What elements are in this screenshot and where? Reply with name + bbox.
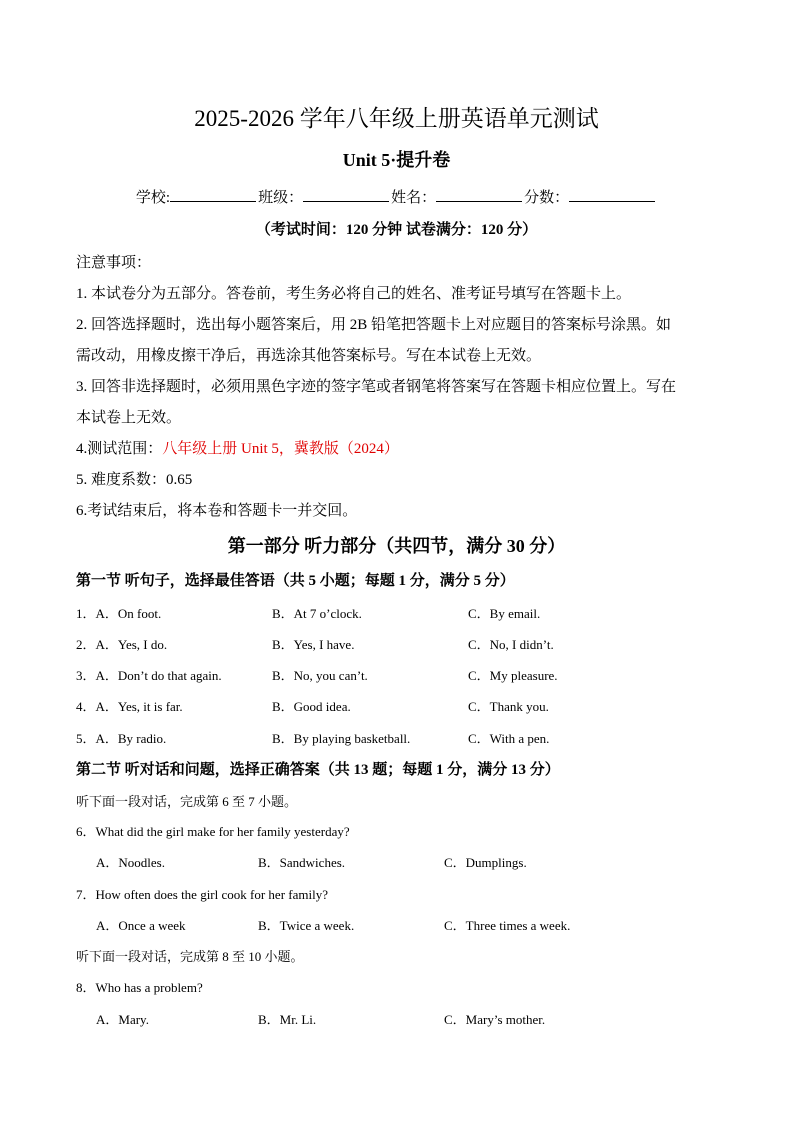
student-info-line	[0, 186, 793, 207]
q2-option-c: C．No, I didn’t.	[468, 637, 554, 652]
q5-option-a: 5．A．By radio.	[76, 731, 167, 746]
class-label: 班级：	[258, 190, 304, 206]
score-blank	[569, 187, 655, 202]
page-title: 2025-2026 学年八年级上册英语单元测试	[194, 106, 599, 131]
q2-option-b: B．Yes, I have.	[272, 637, 355, 652]
question-8-options	[96, 1009, 736, 1027]
question-row-4	[76, 696, 716, 714]
exam-time: （考试时间：120 分钟 试卷满分：120 分）	[255, 222, 538, 238]
question-row-1	[76, 603, 716, 621]
question-6: 6．What did the girl make for her family yesterday?	[76, 824, 350, 839]
q8-option-b: B．Mr. Li.	[258, 1012, 317, 1027]
q1-option-b: B．At 7 o’clock.	[272, 606, 362, 621]
question-7-options	[96, 915, 736, 933]
note-item-2b: 需改动，用橡皮擦干净后，再选涂其他答案标号。写在本试卷上无效。	[76, 348, 542, 364]
q2-option-a: 2．A．Yes, I do.	[76, 637, 168, 652]
q8-option-c: C．Mary’s mother.	[444, 1012, 546, 1027]
part-1-title: 第一节 听句子，选择最佳答语（共 5 小题；每题 1 分，满分 5 分）	[76, 573, 515, 589]
page-subtitle: Unit 5·提升卷	[342, 150, 451, 170]
q6-option-c: C．Dumplings.	[444, 855, 527, 870]
question-row-3	[76, 665, 716, 683]
note-item-2a: 2. 回答选择题时，选出每小题答案后，用 2B 铅笔把答题卡上对应题目的答案标号涂黑。如	[76, 317, 672, 333]
note-item-4-label: 4.测试范围：	[76, 441, 163, 457]
q3-option-b: B．No, you can’t.	[272, 668, 368, 683]
part-2-title: 第二节 听对话和问题，选择正确答案（共 13 题；每题 1 分，满分 13 分）	[76, 762, 560, 778]
q8-option-a: A．Mary.	[96, 1012, 149, 1027]
school-blank	[170, 187, 256, 202]
note-item-1: 1. 本试卷分为五部分。答卷前，考生务必将自己的姓名、准考证号填写在答题卡上。	[76, 286, 632, 302]
question-6-options	[96, 852, 736, 870]
q7-option-c: C．Three times a week.	[444, 918, 571, 933]
score-label: 分数：	[524, 190, 570, 206]
q3-option-c: C．My pleasure.	[468, 668, 558, 683]
name-label: 姓名：	[391, 190, 437, 206]
q3-option-a: 3．A．Don’t do that again.	[76, 668, 222, 683]
question-row-2	[76, 634, 716, 652]
notes-heading: 注意事项：	[76, 255, 152, 271]
dialog-1-intro: 听下面一段对话，完成第 6 至 7 小题。	[76, 794, 298, 809]
notes-block	[76, 248, 720, 527]
note-item-4	[76, 434, 720, 465]
school-label: 学校:	[135, 190, 171, 206]
q5-option-c: C．With a pen.	[468, 731, 550, 746]
q7-option-b: B．Twice a week.	[258, 918, 355, 933]
note-item-3b: 本试卷上无效。	[76, 410, 182, 426]
q6-option-a: A．Noodles.	[96, 855, 165, 870]
note-item-3a: 3. 回答非选择题时，必须用黑色字迹的签字笔或者钢笔将答案写在答题卡相应位置上。写在	[76, 379, 677, 395]
section-1-title: 第一部分 听力部分（共四节，满分 30 分）	[227, 536, 566, 556]
q6-option-b: B．Sandwiches.	[258, 855, 346, 870]
q1-option-c: C．By email.	[468, 606, 541, 621]
note-item-6: 6.考试结束后，将本卷和答题卡一并交回。	[76, 503, 358, 519]
question-row-5	[76, 728, 716, 746]
q5-option-b: B．By playing basketball.	[272, 731, 411, 746]
test-scope: 八年级上册 Unit 5，冀教版（2024）	[162, 441, 399, 457]
dialog-2-intro: 听下面一段对话，完成第 8 至 10 小题。	[76, 949, 304, 964]
class-blank	[303, 187, 389, 202]
question-8: 8．Who has a problem?	[76, 980, 203, 995]
q1-option-a: 1．A．On foot.	[76, 606, 162, 621]
note-item-5: 5. 难度系数：0.65	[76, 472, 193, 488]
q7-option-a: A．Once a week	[96, 918, 186, 933]
question-7: 7．How often does the girl cook for her family?	[76, 887, 328, 902]
q4-option-c: C．Thank you.	[468, 699, 549, 714]
name-blank	[436, 187, 522, 202]
q4-option-b: B．Good idea.	[272, 699, 351, 714]
q4-option-a: 4．A．Yes, it is far.	[76, 699, 183, 714]
